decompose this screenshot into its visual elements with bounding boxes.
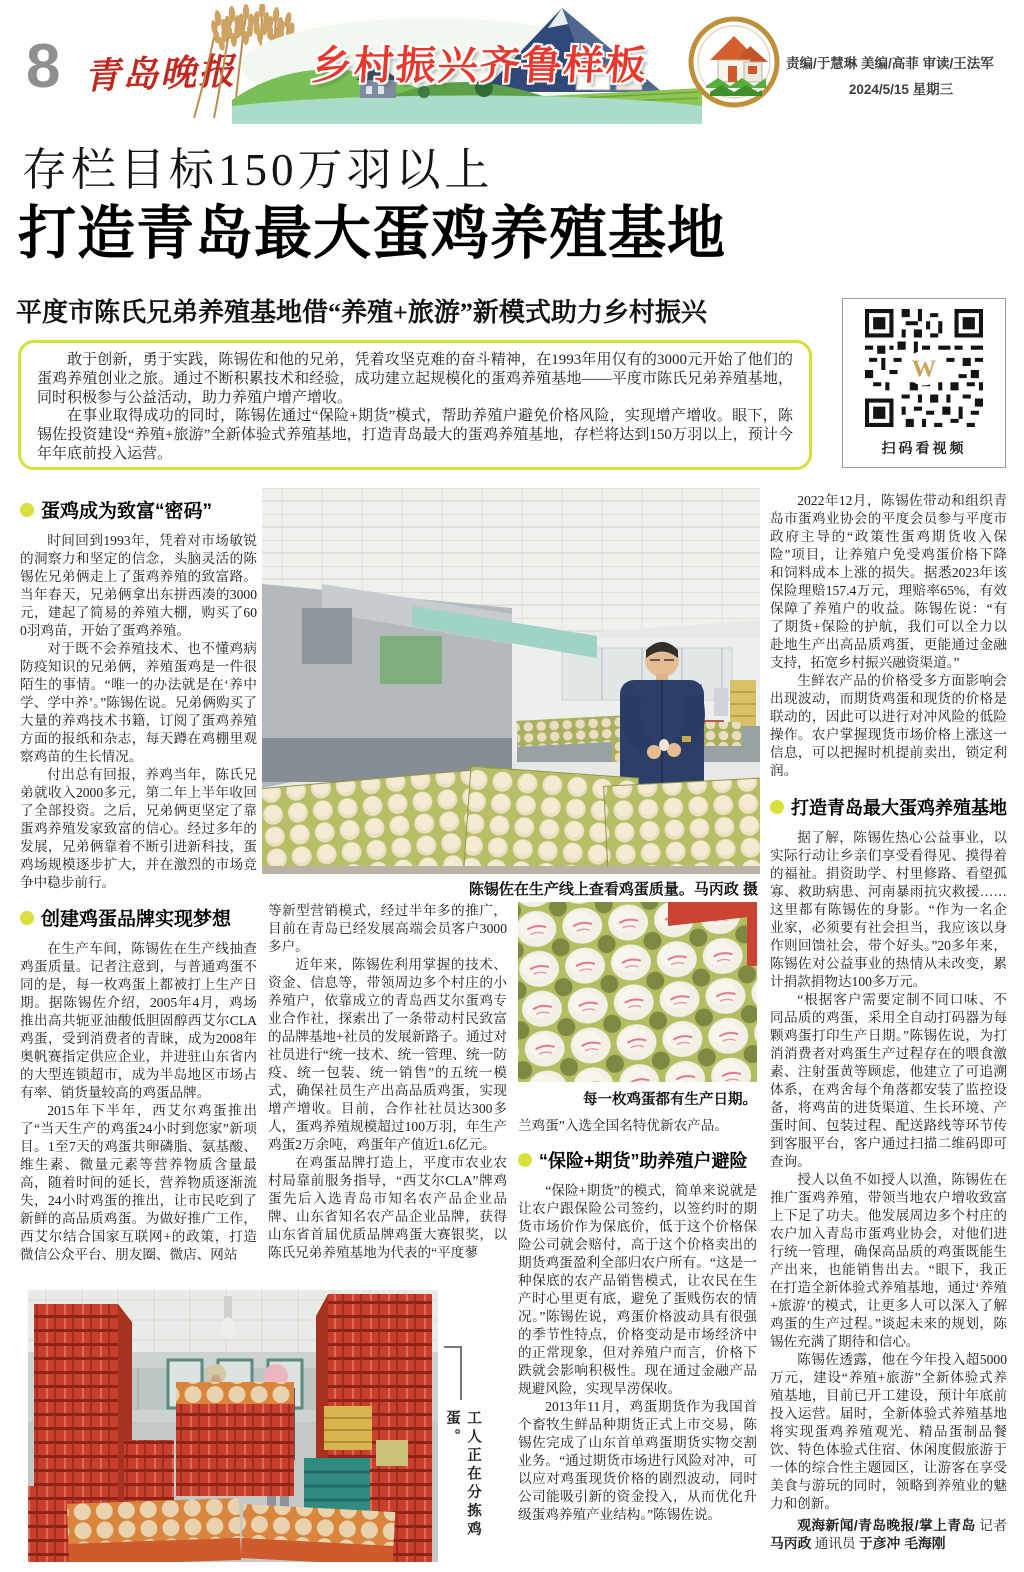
byline-reporter: 马丙政 bbox=[770, 1536, 812, 1551]
caption-bracket-line bbox=[444, 1346, 462, 1400]
qr-box bbox=[842, 298, 1006, 468]
intro-box bbox=[18, 340, 812, 470]
qr-caption: 扫码看视频 bbox=[881, 440, 967, 456]
byline-correspondents: 于彦冲 毛海刚 bbox=[858, 1536, 946, 1551]
banner-title: 乡村振兴齐鲁样板 bbox=[310, 44, 650, 88]
main-photo-caption: 陈锡佐在生产线上查看鸡蛋质量。马丙政 摄 bbox=[468, 881, 758, 898]
article-paragraph: 据了解，陈锡佐热心公益事业，以实际行动让乡亲们享受看得见、摸得着的福祉。捐资助学、村里修路、看望孤寡、救助病患、河南暴雨抗灾救援……这里都有陈锡佐的身影。“作为一名企业家，必须要有社会担当，我应该以身作则回馈社会，带个好头。”20多年来，陈锡佐对公益事业的热情从未改变，累计捐款捐物达100多万元。 bbox=[770, 830, 1007, 989]
main-photo bbox=[262, 488, 760, 874]
sorting-photo-caption: 工人正在分拣鸡蛋。 bbox=[444, 1410, 481, 1540]
article-paragraph: 在鸡蛋品牌打造上，平度市农业农村局靠前服务指导，“西艾尔CLA”牌鸡蛋先后入选青岛市知名农产品企业品牌、山东省知名农产品企业品牌，获得山东省首届优质品牌鸡蛋大赛银奖，以陈氏兄弟养殖基地为代表的“平度蓼 bbox=[268, 1155, 507, 1260]
section-heading-text: 创建鸡蛋品牌实现梦想 bbox=[41, 909, 232, 930]
article-paragraph: 对于既不会养殖技术、也不懂鸡病防疫知识的兄弟俩，养殖蛋鸡是一件很陌生的事情。“唯一的办法就是在‘养中学、学中养’。”陈锡佐说。兄弟俩购买了大量的养鸡技术书籍，订阅了蛋鸡养殖方面的报纸和杂志，每天蹲在鸡棚里观察鸡苗的生长情况。 bbox=[20, 641, 257, 764]
article-paragraph: 2015年下半年，西艾尔鸡蛋推出了“当天生产的鸡蛋24小时到您家”新项目。1至7天的鸡蛋共卵磷脂、氨基酸、维生素、微量元素等营养物质含量最高，随着时间的延长，营养物质逐渐流失，24小时鸡蛋的推出，让市民吃到了新鲜的高品质鸡蛋。为做好推广工作，西艾尔结合国家互联网+的政策，打造微信公众平台、朋友圈、微店、网站 bbox=[20, 1103, 257, 1262]
section-bullet-icon bbox=[20, 503, 34, 517]
article-paragraph: 2013年11月，鸡蛋期货作为我国首个畜牧生鲜品种期货正式上市交易，陈锡佐完成了山东首单鸡蛋期货实物交割业务。“通过期货市场进行风险对冲，可以应对鸡蛋现货价格的剧烈波动，同时公司能吸引新的资金投入，从而优化升级蛋鸡养殖产业结构。”陈锡佐说。 bbox=[518, 1399, 757, 1522]
section-bullet-icon bbox=[20, 911, 34, 925]
article-paragraph: 兰鸡蛋”入选全国名特优新农产品。 bbox=[518, 1118, 728, 1133]
byline-role: 记者 bbox=[975, 1518, 1007, 1533]
section-bullet-icon bbox=[518, 1153, 532, 1167]
byline-role: 通讯员 bbox=[811, 1536, 859, 1551]
article-paragraph: “根据客户需要定制不同口味、不同品质的鸡蛋，采用全自动打码器为每颗鸡蛋打印生产日期。”陈锡佐说，为打消消费者对鸡蛋生产过程存在的喂食激素、注射蛋黄等顾虑，他建立了可追溯体系，在鸡舍每个角落都安装了监控设备，将鸡苗的进货渠道、生长环境、产蛋时间、包装过程、配送路线等环节传到客服平台，客户通过扫描二维码即可查询。 bbox=[770, 992, 1007, 1169]
sorting-photo bbox=[28, 1290, 438, 1562]
article-paragraph: 近年来，陈锡佐利用掌握的技术、资金、信息等，带领周边多个村庄的小养殖户，依靠成立的青岛西艾尔蛋鸡专业合作社，探索出了一条带动村民致富的品牌基地+社员的发展新路子。通过对社员进行“统一技术、统一管理、统一防疫、统一包装、统一销售”的五统一模式，确保社员生产出高品质鸡蛋，实现增产增收。目前，合作社社员达300多人，蛋鸡养殖规模超过100万羽，年生产鸡蛋2万余吨，鸡蛋年产值近1.6亿元。 bbox=[268, 957, 507, 1152]
column-3 bbox=[518, 902, 757, 1572]
section-heading-3 bbox=[518, 1147, 757, 1173]
section-heading-text: 打造青岛最大蛋鸡养殖基地 bbox=[791, 798, 1007, 818]
byline-org: 观海新闻/青岛晚报/掌上青岛 bbox=[797, 1518, 976, 1533]
intro-paragraph: 敢于创新，勇于实践，陈锡佐和他的兄弟，凭着攻坚克难的奋斗精神，在1993年用仅有的3000元开始了他们的蛋鸡养殖创业之旅。通过不断积累技术和经验，成功建立起规模化的蛋鸡养殖基地——平度市陈氏兄弟养殖基地，同时积极参与公益活动，助力养殖户增产增收。 bbox=[37, 352, 793, 406]
svg-text:W: W bbox=[911, 355, 937, 383]
article-paragraph: 时间回到1993年，凭着对市场敏锐的洞察力和坚定的信念，头脑灵活的陈锡佐兄弟俩走上了蛋鸡养殖的致富路。当年春天，兄弟俩拿出东拼西凑的3000元，建起了简易的养殖大棚，购买了600羽鸡苗，开始了蛋鸡养殖。 bbox=[20, 533, 257, 638]
article-paragraph: 授人以鱼不如授人以渔，陈锡佐在推广蛋鸡养殖，带领当地农户增收致富上下足了功夫。他发展周边多个村庄的农户加入青岛市蛋鸡业协会，对他们进行统一管理，确保高品质的鸡蛋既能生产出来，也能销售出去。“眼下，我正在打造全新体验式养殖基地，通过‘养殖+旅游’的模式，让更多人可以深入了解鸡蛋的生产过程。”谈起未来的规划，陈锡佐充满了期待和信心。 bbox=[770, 1172, 1007, 1349]
section-heading-text: “保险+期货”助养殖户避险 bbox=[539, 1151, 748, 1171]
headline-subtitle: 平度市陈氏兄弟养殖基地借“养殖+旅游”新模式助力乡村振兴 bbox=[16, 298, 707, 327]
eggs-photo-caption: 每一枚鸡蛋都有生产日期。 bbox=[583, 1092, 757, 1108]
article-paragraph: 生鲜农产品的价格受多方面影响会出现波动，而期货鸡蛋和现货的价格是联动的，因此可以进行对冲风险的低险操作。农户掌握现货市场价格上涨这一信息，可以把握时机提前卖出，锁定利润。 bbox=[770, 673, 1007, 778]
headline-overline: 存栏目标150万羽以上 bbox=[22, 145, 494, 195]
section-heading-2 bbox=[20, 904, 257, 931]
article-paragraph: 等新型营销模式，经过半年多的推广，目前在青岛已经发展高端会员客户3000多户。 bbox=[268, 903, 507, 954]
section-bullet-icon bbox=[770, 800, 784, 814]
byline bbox=[770, 1517, 1007, 1553]
headline-title: 打造青岛最大蛋鸡养殖基地 bbox=[18, 201, 727, 266]
article-paragraph: 付出总有回报，养鸡当年，陈氏兄弟就收入2000多元，第二年上半年收回了全部投资。之后，兄弟俩更坚定了靠蛋鸡养殖发家致富的信心。经过多年的发展，兄弟俩靠着不断引进新科技，蛋鸡场规模逐步扩大，并在激烈的市场竞争中稳步前行。 bbox=[20, 767, 257, 890]
section-heading-text: 蛋鸡成为致富“密码” bbox=[41, 501, 213, 522]
page-number: 8 bbox=[26, 32, 61, 101]
article-paragraph: “保险+期货”的模式，简单来说就是让农户跟保险公司签约，以签约时的期货市场价作为保底价，低于这个价格保险公司就会赔付，高于这个价格卖出的期货鸡蛋盈利全部归农户所有。“这是一种保底的农产品销售模式，让农民在生产时心里更有底，避免了蛋贱伤农的情况。”陈锡佐说，鸡蛋价格波动具有很强的季节性特点，价格变动是市场经济中的正常现象，但对养殖户而言，价格下跌就会影响积极性。现在通过金融产品规避风险，实现旱涝保收。 bbox=[518, 1183, 757, 1396]
column-2 bbox=[268, 902, 507, 1276]
section-heading-1 bbox=[20, 496, 257, 523]
qr-code-icon bbox=[865, 309, 983, 427]
article-paragraph: 在生产车间，陈锡佐在生产线抽查鸡蛋质量。记者注意到，与普通鸡蛋不同的是，每一枚鸡蛋上都被打上生产日期。据陈锡佐介绍，2005年4月，鸡场推出高共轭亚油酸低胆固醇西艾尔CLA鸡蛋，受到消费者的青睐，成为2008年奥帆赛指定供应企业，并进驻山东省内的大型连锁超市，成为半岛地区市场占有率、销货量较高的鸡蛋品牌。 bbox=[20, 941, 257, 1100]
eggs-closeup-photo bbox=[518, 902, 757, 1082]
column-1 bbox=[20, 496, 257, 1290]
column-4 bbox=[770, 492, 1007, 1570]
editors-line: 责编/于慧琳 美编/高菲 审读/王法军 bbox=[786, 56, 994, 71]
article-paragraph: 2022年12月，陈锡佐带动和组织青岛市蛋鸡业协会的平度会员参与平度市政府主导的“政策性蛋鸡期货收入保险”项目，让养殖户免受鸡蛋价格下降和饲料成本上涨的损失。据悉2023年该保险理赔157.4万元，理赔率65%，有效保障了养殖户的收益。陈锡佐说：“有了期货+保险的护航，我们可以全力以赴地生产出高品质鸡蛋，更能通过金融支持，拓宽乡村振兴融资渠道。” bbox=[770, 493, 1007, 670]
article-paragraph: 陈锡佐透露，他在今年投入超5000万元，建设“养殖+旅游”全新体验式养殖基地，目前已开工建设，预计年底前投入运营。届时，全新体验式养殖基地将实现蛋鸡养殖观光、精品蛋制品餐饮、特色体验式住宿、休闲度假旅游于一体的综合性主题园区，让游客在享受美食与游玩的同时，领略到养殖业的魅力和创新。 bbox=[770, 1352, 1007, 1511]
masthead-logo: 青岛晚报 bbox=[83, 51, 237, 97]
section-heading-4 bbox=[770, 794, 1007, 820]
date-line: 2024/5/15 星期三 bbox=[848, 82, 954, 97]
intro-paragraph: 在事业取得成功的同时，陈锡佐通过“保险+期货”模式，帮助养殖户避免价格风险，实现增产增收。眼下，陈锡佐投资建设“养殖+旅游”全新体验式养殖基地，打造青岛最大的蛋鸡养殖基地，存栏将达到150万羽以上，预计今年年底前投入运营。 bbox=[37, 408, 793, 462]
paper-logo-icon bbox=[688, 16, 780, 113]
